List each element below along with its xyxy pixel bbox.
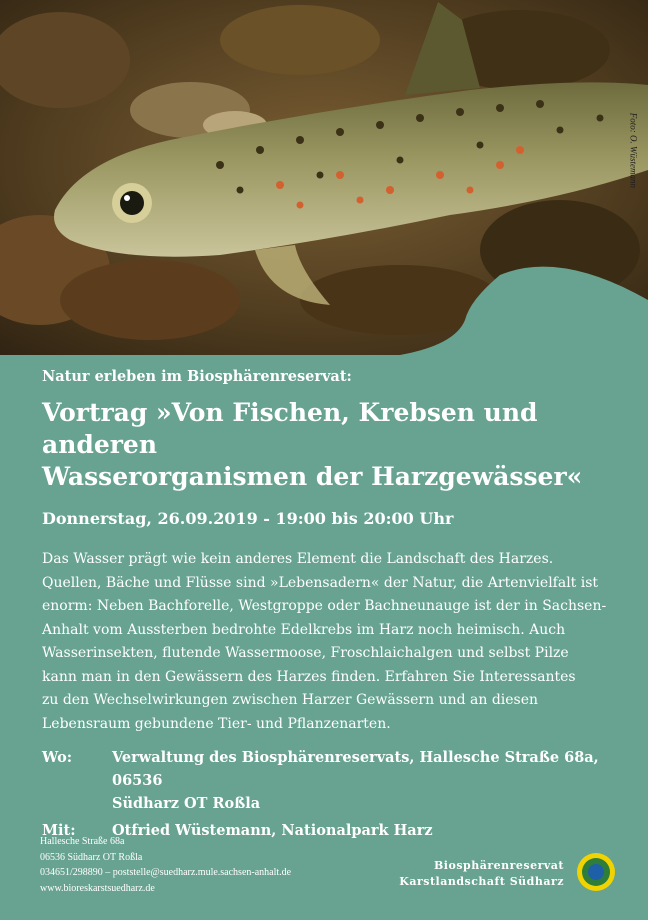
photo-credit: Foto: O. Wüstemann bbox=[628, 112, 638, 188]
website-line: www.bioreskarstsuedharz.de bbox=[40, 882, 155, 894]
header-photo bbox=[0, 0, 648, 355]
location-row bbox=[42, 746, 608, 815]
address-line: 06536 Südharz OT Roßla bbox=[40, 851, 143, 863]
description-line: zu den Wechselwirkungen zwischen Harzer Gewässern und an diesen bbox=[42, 692, 539, 708]
speaker-value: Otfried Wüstemann, Nationalpark Harz bbox=[112, 822, 433, 839]
description-line: Quellen, Bäche und Flüsse sind »Lebensadern« der Natur, die Artenvielfalt ist bbox=[42, 574, 599, 591]
speaker-label: Mit: bbox=[42, 822, 76, 839]
location-line: Verwaltung des Biosphärenreservats, Hallesche Straße 68a, 06536 bbox=[112, 749, 599, 789]
org-line: Karstlandschaft Südharz bbox=[399, 875, 564, 888]
location-value bbox=[112, 746, 608, 815]
description-line: Wasserinsekten, flutende Wassermoose, Froschlaichalgen und selbst Pilze bbox=[42, 645, 569, 661]
event-title-line: Vortrag »Von Fischen, Krebsen und anderen bbox=[42, 398, 538, 459]
trout-photo-illustration bbox=[0, 0, 648, 355]
location-label: Wo: bbox=[42, 749, 73, 766]
location-line: Südharz OT Roßla bbox=[112, 795, 261, 812]
description-line: Das Wasser prägt wie kein anderes Element die Landschaft des Harzes. bbox=[42, 551, 554, 567]
description-line: kann man in den Gewässern des Harzes finden. Erfahren Sie Interessantes bbox=[42, 668, 576, 685]
event-title bbox=[42, 397, 608, 493]
description-line: Anhalt vom Aussterben bedrohte Edelkrebs im Harz noch heimisch. Auch bbox=[42, 621, 566, 638]
organization-name bbox=[399, 858, 564, 890]
contact-line: 034651/298890 – poststelle@suedharz.mule.sachsen-anhalt.de bbox=[40, 867, 292, 878]
event-content bbox=[42, 368, 608, 846]
event-date: Donnerstag, 26.09.2019 - 19:00 bis 20:00 Uhr bbox=[42, 509, 454, 528]
footer-address bbox=[40, 834, 291, 896]
event-kicker: Natur erleben im Biosphärenreservat: bbox=[42, 368, 352, 385]
description-line: enorm: Neben Bachforelle, Westgroppe oder Bachneunauge ist der in Sachsen- bbox=[42, 598, 607, 614]
org-line: Biosphärenreservat bbox=[434, 859, 564, 872]
description-line: Lebensraum gebundene Tier- und Pflanzenarten. bbox=[42, 715, 391, 732]
biosphere-logo-icon bbox=[576, 852, 616, 892]
address-line: Hallesche Straße 68a bbox=[40, 836, 125, 847]
event-description bbox=[42, 548, 608, 736]
event-title-line: Wasserorganismen der Harzgewässer« bbox=[42, 462, 583, 491]
